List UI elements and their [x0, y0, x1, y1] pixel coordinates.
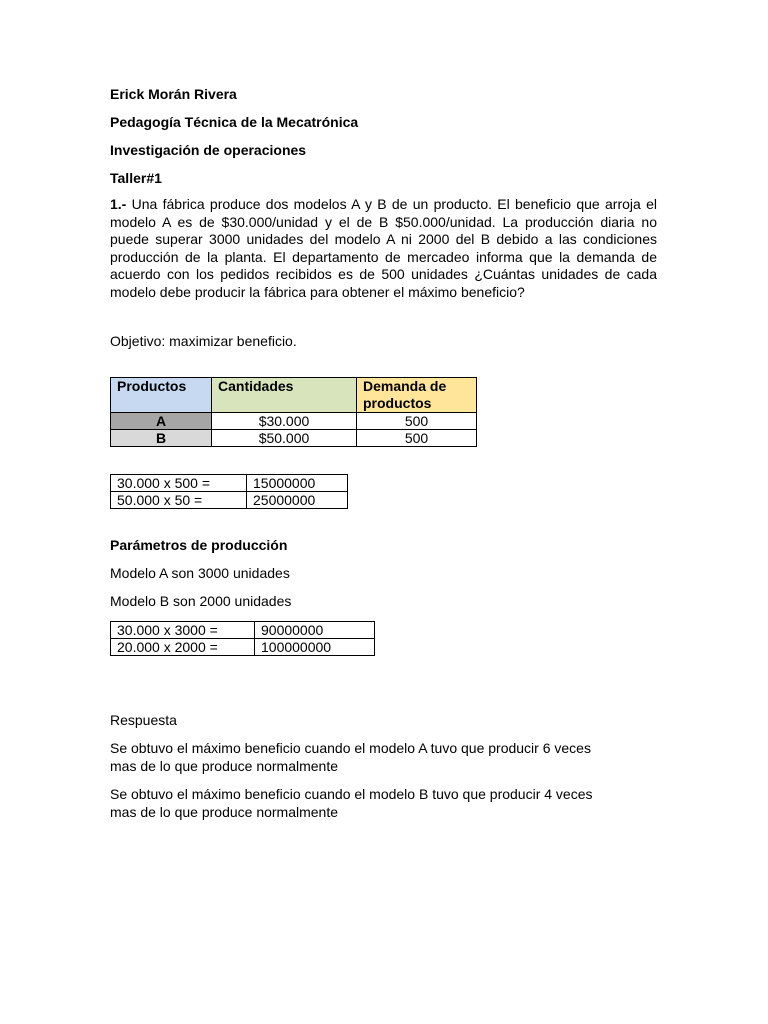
course-name: Investigación de operaciones	[110, 142, 307, 158]
calc-table-demand	[110, 474, 348, 509]
program-name: Pedagogía Técnica de la Mecatrónica	[110, 114, 359, 130]
quantity-cell: $50.000	[212, 430, 357, 447]
parameter-model-b: Modelo B son 2000 unidades	[110, 593, 292, 609]
problem-text: Una fábrica produce dos modelos A y B de un producto. El beneficio que arroja el modelo A es de $30.000/unidad y el de B $50.000/unidad. La producción diaria no puede superar 3000 unidades del modelo A ni 2000 del B debido a las condiciones producción de la planta. El departamento de mercadeo informa que la demanda de acuerdo con los pedidos recibidos es de 500 unidades ¿Cuántas unidades de cada modelo debe producir la fábrica para obtener el máximo beneficio?	[110, 196, 657, 300]
expression-cell: 20.000 x 2000 =	[111, 639, 255, 656]
demand-cell: 500	[357, 430, 477, 447]
header-demand: Demanda de productos	[357, 378, 477, 413]
expression-cell: 30.000 x 500 =	[111, 475, 247, 492]
problem-statement	[110, 196, 657, 301]
answer-b-line-2: mas de lo que produce normalmente	[110, 804, 339, 820]
expression-cell: 30.000 x 3000 =	[111, 622, 255, 639]
table-row	[111, 622, 375, 639]
table-header-row	[111, 378, 477, 413]
table-row	[111, 430, 477, 447]
answer-a-line-1: Se obtuvo el máximo beneficio cuando el modelo A tuvo que producir 6 veces	[110, 740, 591, 756]
result-cell: 25000000	[247, 492, 348, 509]
answer-b-line-1: Se obtuvo el máximo beneficio cuando el modelo B tuvo que producir 4 veces	[110, 786, 593, 802]
table-row	[111, 639, 375, 656]
author-name: Erick Morán Rivera	[110, 86, 237, 102]
objective-text: Objetivo: maximizar beneficio.	[110, 333, 297, 349]
calc-table-capacity	[110, 621, 375, 656]
result-cell: 15000000	[247, 475, 348, 492]
problem-number: 1.-	[110, 196, 127, 212]
table-row	[111, 492, 348, 509]
answer-a-line-2: mas de lo que produce normalmente	[110, 758, 339, 774]
parameters-title: Parámetros de producción	[110, 537, 288, 553]
product-cell: B	[111, 430, 212, 447]
result-cell: 90000000	[255, 622, 375, 639]
parameter-model-a: Modelo A son 3000 unidades	[110, 565, 290, 581]
workshop-title: Taller#1	[110, 170, 162, 186]
expression-cell: 50.000 x 50 =	[111, 492, 247, 509]
header-products: Productos	[111, 378, 212, 413]
result-cell: 100000000	[255, 639, 375, 656]
table-row	[111, 475, 348, 492]
products-table	[110, 377, 477, 447]
answer-title: Respuesta	[110, 712, 177, 728]
header-quantities: Cantidades	[212, 378, 357, 413]
product-cell: A	[111, 413, 212, 430]
quantity-cell: $30.000	[212, 413, 357, 430]
table-row	[111, 413, 477, 430]
demand-cell: 500	[357, 413, 477, 430]
